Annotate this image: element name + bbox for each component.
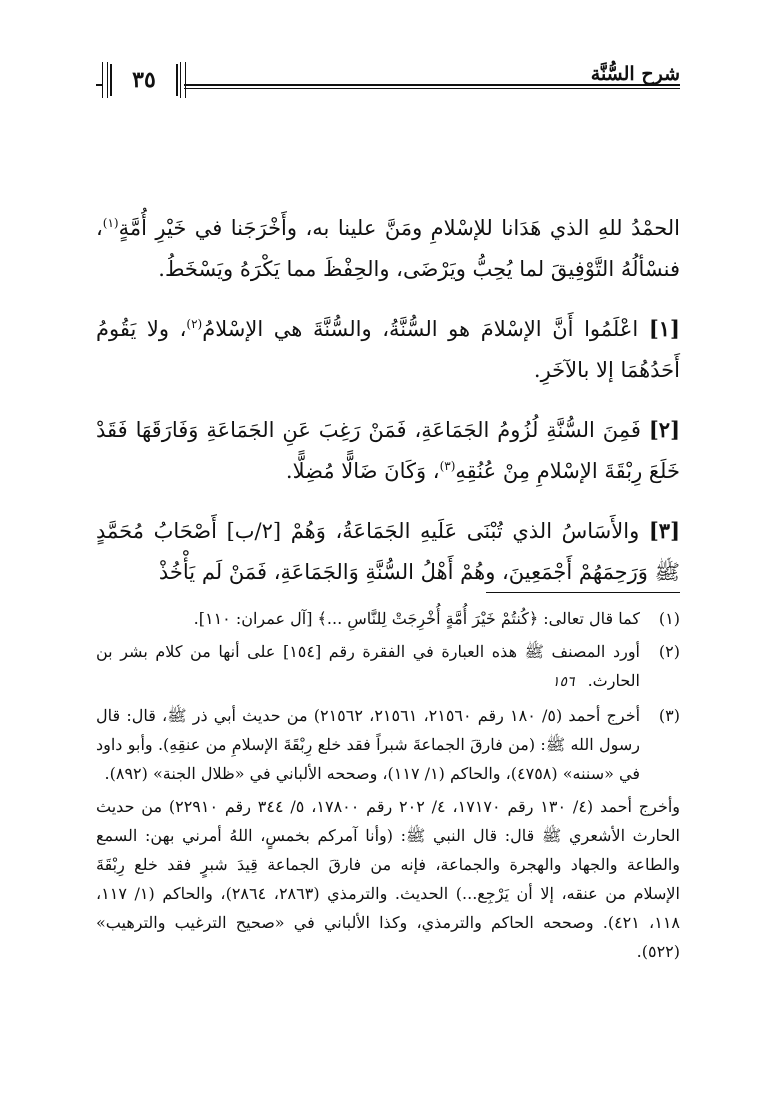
footnote-3-continuation: وأخرج أحمد (٤/ ١٣٠ رقم ١٧١٧٠، ٤/ ٢٠٢ رقم ١٧٨٠٠، ٥/ ٣٤٤ رقم ٢٢٩١٠) من حديث الحارث الأشعري ﷺ قال: قال النبي ﷺ: (وأنا آمركم بخمسٍ، اللهُ أمرني بهن: السمع والطاعة والجهاد والهجرة والجماعة، فإنه من فارقَ الجماعة قِيدَ شبرٍ فقد خلع رِبْقَةَ الإسلام من عنقه، إلا أن يَرْجِع...) الحديث. والترمذي (٢٨٦٣، ٢٨٦٤)، والحاكم (١/ ١١٧، ١١٨، ٤٢١). وصححه الحاكم والترمذي، وكذا الألباني في «صحيح الترغيب والترهيب» (٥٢٢).	[96, 797, 681, 961]
paragraph-number-2: [٢]	[648, 417, 680, 442]
intro-text-a: الحمْدُ للهِ الذي هَدَانا للإسْلامِ ومَنَّ علينا به، وأَخْرَجَنا في خَيْرِ أُمَّةٍ	[118, 216, 680, 240]
running-title: شرح السُّنَّة	[590, 63, 680, 85]
footnotes	[96, 604, 680, 966]
paragraph-1	[96, 308, 680, 391]
footnote-3	[96, 701, 680, 788]
footnote-ref-1: (١)	[102, 216, 119, 230]
footnote-1	[96, 604, 680, 633]
footnote-ref-3: (٣)	[439, 459, 456, 473]
page-number: ٣٥	[110, 64, 178, 96]
footnote-ref-2: (٢)	[186, 317, 203, 331]
footnote-text-2: أورد المصنف ﷺ هذه العبارة في الفقرة رقم [١٥٤] على أنها من كلام بشر بن الحارث.	[96, 642, 640, 690]
paragraph-3	[96, 510, 680, 593]
footnote-number-1: (١)	[658, 609, 680, 628]
footnote-separator	[486, 592, 680, 593]
footnote-number-2: (٢)	[658, 642, 680, 661]
paragraph-2	[96, 409, 680, 492]
footnote-number-3: (٣)	[658, 706, 680, 725]
intro-text-b: ، فنسْألُهُ التَّوْفِيقَ لما يُحِبُّ ويَرْضَى، والحِفْظَ مما يَكْرَهُ ويَسْخَطُ.	[96, 216, 680, 281]
paragraph-number-3: [٣]	[648, 518, 680, 543]
footnote-text-2-wrap	[96, 637, 640, 697]
main-text	[96, 208, 680, 611]
intro-paragraph	[96, 208, 680, 290]
footnote-text-1: كما قال تعالى: ﴿كُنتُمْ خَيْرَ أُمَّةٍ أُخْرِجَتْ لِلنَّاسِ ...﴾ [آل عمران: ١١٠].	[193, 609, 640, 628]
paragraph-3-text: والأَسَاسُ الذي تُبْنَى عَلَيهِ الجَمَاعَةُ، وَهُمْ [٢/ب] أَصْحَابُ مُحَمَّدٍ ﷺ وَرَحِمَهُمْ أَجْمَعِينَ، وهُمْ أَهْلُ السُّنَّةِ وَالجَمَاعَةِ، فَمَنْ لَم يَأْخُذْ	[96, 519, 680, 584]
footnote-text-3: أخرج أحمد (٥/ ١٨٠ رقم ٢١٥٦٠، ٢١٥٦١، ٢١٥٦٢) من حديث أبي ذر ﷺ، قال: قال رسول الله ﷺ: (من فارقَ الجماعةَ شبراً فقد خلع رِبْقَةَ الإسلامِ من عنقِهِ). وأبو داود في «سننه» (٤٧٥٨)، والحاكم (١/ ١١٧)، وصححه الألباني في «ظلال الجنة» (٨٩٢).	[96, 706, 641, 783]
paragraph-2-text-a: فَمِنَ السُّنَّةِ لُزُومُ الجَمَاعَةِ، فَمَنْ رَغِبَ عَنِ الجَمَاعَةِ وَفَارَقَهَا فَقَدْ خَلَعَ رِبْقَةَ الإسْلامِ مِنْ عُنُقِهِ	[96, 418, 680, 483]
paragraph-number-1: [١]	[648, 316, 680, 341]
footnote-2	[96, 637, 680, 697]
paragraph-1-text-a: اعْلَمُوا أَنَّ الإسْلامَ هو السُّنَّةُ، والسُّنَّةَ هي الإسْلامُ	[202, 317, 649, 341]
paragraph-1-text-b: ، ولا يَقُومُ أَحَدُهُمَا إلا بالآخَرِ.	[96, 317, 680, 382]
header-rule	[184, 84, 680, 89]
handwritten-correction: ١٥٦	[551, 674, 575, 690]
paragraph-2-text-b: ، وَكَانَ ضَالًّا مُضِلًّا.	[285, 459, 440, 483]
page-header	[96, 62, 680, 102]
